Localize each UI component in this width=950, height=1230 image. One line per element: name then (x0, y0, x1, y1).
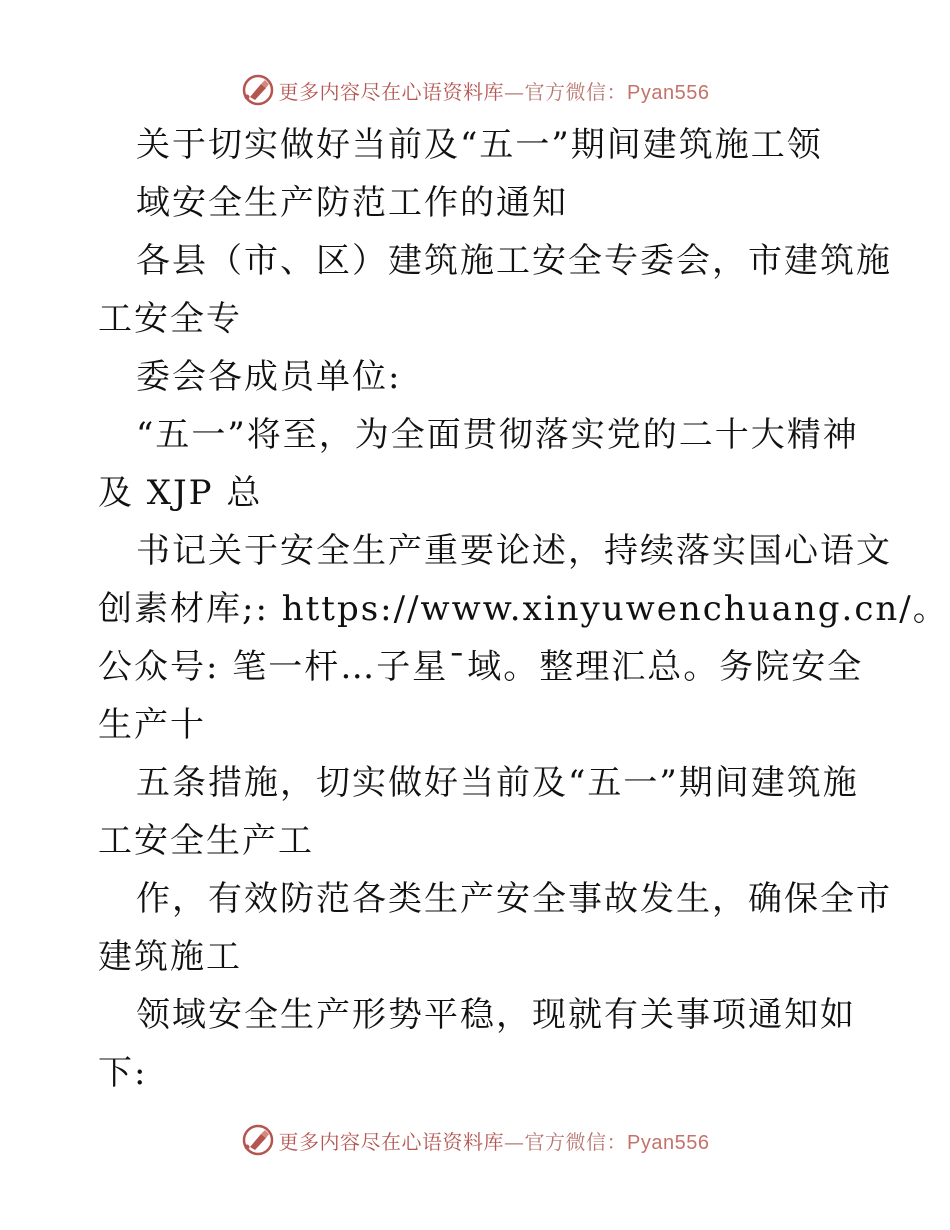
body-line: 公众号: 笔一杆…子星¯域。整理汇总。务院安全 (98, 647, 864, 687)
body-line: 书记关于安全生产重要论述，持续落实国心语文 (136, 531, 892, 571)
body-line: 作，有效防范各类生产安全事故发生，确保全市 (136, 879, 892, 919)
body-line: 建筑施工 (98, 937, 242, 977)
watermark-text: 更多内容尽在心语资料库—官方微信：Pyan556 (278, 79, 710, 104)
header-watermark (0, 70, 950, 110)
footer-watermark (0, 1120, 950, 1160)
pen-nib-logo-icon (241, 1123, 275, 1157)
watermark-text: 更多内容尽在心语资料库—官方微信：Pyan556 (278, 1129, 710, 1154)
document-title-line: 域安全生产防范工作的通知 (136, 183, 568, 223)
body-line: 各县（市、区）建筑施工安全专委会，市建筑施 (136, 241, 892, 281)
body-line: 领域安全生产形势平稳，现就有关事项通知如 (136, 995, 856, 1035)
pen-nib-logo-icon (241, 73, 275, 107)
body-line: 委会各成员单位: (136, 357, 402, 397)
document-body (98, 116, 949, 1102)
body-line: 生产十 (98, 705, 206, 745)
document-title-line: 关于切实做好当前及“五一”期间建筑施工领 (136, 125, 823, 165)
body-line: 工安全生产工 (98, 821, 314, 861)
body-line: 工安全专 (98, 299, 242, 339)
body-line: 及 XJP 总 (98, 473, 263, 513)
body-line: 五条措施，切实做好当前及“五一”期间建筑施 (136, 763, 859, 803)
body-line: “五一”将至，为全面贯彻落实党的二十大精神 (136, 415, 859, 455)
body-line: 创素材库;: https://www.xinyuwenchuang.cn/。 (98, 589, 949, 629)
body-line: 下: (98, 1053, 148, 1093)
